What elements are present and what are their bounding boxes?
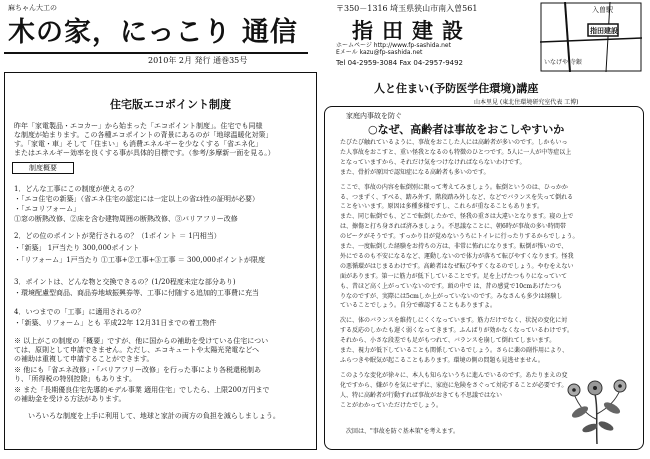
mail-address[interactable]: Eメール kazu@fp-sashida.net xyxy=(336,49,423,56)
note-line: ※ 以上がこの制度の「概要」ですが、他に国からの補助を受けている住宅につい xyxy=(14,337,269,345)
qa-line: 1．どんな工事にこの制度が使えるの？ xyxy=(14,185,138,193)
newsletter-title: 木の家，にっこり 通信 xyxy=(8,17,298,48)
note-line: の補助金を受ける方法があります。 xyxy=(14,395,126,403)
right-article-author: 山本里見 (東北住環境研究室代表 工博) xyxy=(474,99,579,106)
qa-line: ・「新築」 1戸当たり 300,000ポイント xyxy=(14,244,140,252)
phone-fax: Tel 04-2959-3084 Fax 04-2957-9492 xyxy=(336,59,464,67)
right-kicker: 家庭内事故を防ぐ xyxy=(346,112,402,120)
body-line: また、骨折が原因で認知症になる高齢者も多いのです。 xyxy=(340,168,490,176)
body-line: る、つまずく、すべる、踏み外す、階段踏み外しなど、などでバランスを失って倒れる xyxy=(340,193,574,201)
left-article-title: 住宅版エコポイント制度 xyxy=(110,98,231,111)
body-line: ここで、事故の内容を転倒別に限って考えてみましょう。転倒というのは、ひっかか xyxy=(340,183,568,191)
body-line: た人事故をおこすと、重い怪我となるのも特徴のひとつです。5人に一人が中等症以上 xyxy=(340,148,572,156)
map-label-station: 入曽駅 xyxy=(592,6,613,14)
body-line: 外にでるのも不安になるなど、運動しないので体力が落ちて転びやすくなります。怪我 xyxy=(340,252,574,260)
summary-heading: 制度概要 xyxy=(12,162,74,174)
note-line: ※ また「長期優良住宅先導的モデル事業 適用住宅」でしたら、上限200万円まで xyxy=(14,386,270,394)
body-line: となっていますから、それだけ気をつけなければならないわけです。 xyxy=(340,158,526,166)
title-underline xyxy=(4,52,308,54)
qa-line: ・環境配慮型商品、商品券地域振興券等、工事に付随する追加的工事費に充当 xyxy=(14,289,259,297)
location-map-icon xyxy=(540,2,642,72)
company-address: 〒350－1316 埼玉県狭山市南入曽561 xyxy=(336,4,478,13)
body-line: また、同じ転倒でも、どこで転倒したかで、怪我の重さは大違いとなります。寝の上で xyxy=(340,213,574,221)
web-url[interactable]: ホームページ http://www.fp-sashida.net xyxy=(336,42,451,49)
note-line: ては、原則として申請できません。ただし、エコキュートや太陽光発電などへ xyxy=(14,346,260,354)
qa-line: 3．ポイントは、どんな物と交換できるの？(1/20程度未定な部分あり) xyxy=(14,278,236,286)
body-line: の悪循環がはじまるわけです。高齢者はなぜ転びやすくなるのでしょう。やむをえない xyxy=(340,262,574,270)
qa-line: ①窓の断熱改修、②床を含む建物周囲の断熱改修、③バリアフリー改修 xyxy=(14,215,238,223)
qa-line: ・「エコリフォーム」 xyxy=(14,205,81,213)
body-line: のピークがそうです。すっかり目が覚めないうちにトイレに行ったりするからでしょう。 xyxy=(340,233,579,241)
right-subtitle: ○なぜ、高齢者は事故をおこしやすいか xyxy=(368,123,565,136)
body-line: も、昔ほど高く上がっていないのです。頭の中で は、昔の感覚で10cmあげたつも xyxy=(340,282,563,290)
closing-line: いろいろな制度を上手に利用して、地球と家計の両方の負担を減らしましょう。 xyxy=(28,412,280,420)
body-line: たびたび触れているように、事故をおこした人には高齢者が多いのです。しかもいっ xyxy=(340,139,568,146)
right-article-title: 人と住まい(予防医学住環境)講座 xyxy=(374,82,539,95)
body-line: ふらつきや眠気が起こることもあります。環境の側の問題も見逃せません。 xyxy=(340,356,544,364)
body-line: また、視力が低下していることも関係しているでしょう。さらに薬の副作用により、 xyxy=(340,347,568,354)
intro-line: またはエネルギー効率を良くする事が具体的目標です。（参考/多摩新一面を見る。） xyxy=(14,149,275,157)
body-line: する反応のしかたも遅く弱くなってきます。ふんばりが効かなくなっているわけです。 xyxy=(340,327,574,335)
body-line: 面があります。第一に筋力が低下していることです。足を上げたつもりになっていて xyxy=(340,272,568,280)
body-line: ことをいいます。原因は多種多様ですし、これらが重なることもあります。 xyxy=(340,203,544,211)
body-line: 次に、体のバランスを維持しにくくなっています。筋力だけでなく、状況の変化に対 xyxy=(340,317,568,325)
issue-info: 2010年 2月 発行 通巻35号 xyxy=(148,56,248,65)
map-label-store: いなげや 寺銀 xyxy=(544,59,582,66)
qa-line: ・「エコ住宅の新築」（省エネ住宅の認定には一定以上の省ｴﾈ性の証明が必要） xyxy=(14,195,259,203)
company-name: 指田建設 xyxy=(352,18,472,43)
body-line: 化ですから、嫌がりを気にせずに、家庭に危険をさぐって対応することが必要です。 xyxy=(340,381,568,389)
qa-line: ・「リフォーム」1戸当たり ①工事+②工事+③工事 ＝ 300,000ポイントが限度 xyxy=(14,256,265,264)
note-line: り、「所得税の特別控除」もあります。 xyxy=(14,375,136,383)
body-line: りなのですが、実際には5cmしか上がっていないのです。みなさんも多少は経験し xyxy=(340,292,563,300)
map-label-company: 指田建設 xyxy=(590,26,618,35)
qa-line: 4．いつまでの「工事」に適用されるの？ xyxy=(14,308,145,316)
body-line: は、擦傷と打ち身されば済みましょう。不思議なことに、朝6時が事故の多い時間帯 xyxy=(340,223,566,231)
intro-line: な制度が始まります。この各種エコポイントの背景にあるのが「地球温暖化対策」 xyxy=(14,131,273,139)
body-line: ていることでしょう。自分で確認することもありますよ。 xyxy=(340,302,497,310)
body-line: それから、小さな段差でも足がもつれて、バランスを崩して倒れてしまいます。 xyxy=(340,337,556,345)
qa-line: 2．どの位のポイントが発行されるの？（1ポイント ＝ 1円相当） xyxy=(14,232,221,240)
next-issue-note: 次回は、"事故を防ぐ基本策"を考えます。 xyxy=(346,428,460,435)
intro-line: す。「家電・車」そして「住まい」も消費エネルギーを少なくする「省エネ化」 xyxy=(14,140,262,148)
body-line: ことがわかっていただけたでしょう。 xyxy=(340,401,443,409)
intro-line: 昨年「家電製品・エコカー」から始まった「エコポイント制度」。住宅でも同様 xyxy=(14,122,263,130)
contact-web xyxy=(336,42,451,56)
qa-line: ・「新築、リフォーム」とも 平成22年 12月31日までの着工物件 xyxy=(14,319,217,327)
note-line: の補助は重複して申請することができます。 xyxy=(14,355,154,363)
body-line: 人、特に高齢者が行動すれば事故がおきても不思議ではない xyxy=(340,391,503,399)
note-line: ※ 他にも「省エネ改修」・「バリアフリー改修」を行った事により各税還税制あ xyxy=(14,366,261,374)
body-line: また、一度転倒した経験をお持ちの方は、非常に怖れになります。転倒が怖いので、 xyxy=(340,243,568,250)
body-line: このような変化が徐々に、本人も知らないうちに進んでいるのです。あたりまえの変 xyxy=(340,371,568,379)
flower-plant-icon xyxy=(560,364,634,444)
masthead-kicker: 麻ちゃん大工の xyxy=(8,4,57,12)
